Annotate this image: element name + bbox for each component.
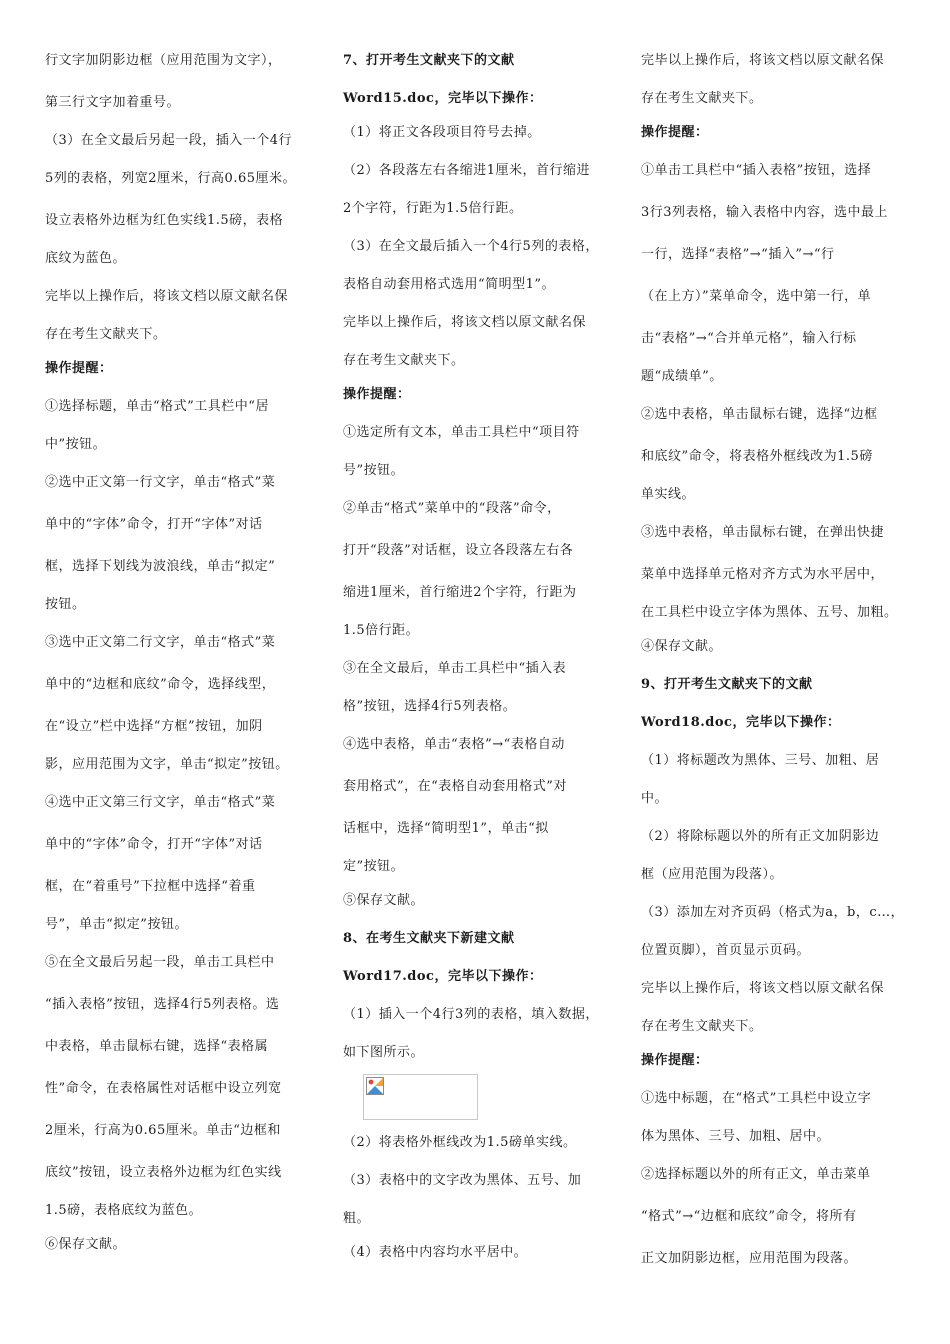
- text-line: 1.5磅，表格底纹为蓝色。: [45, 1203, 203, 1218]
- text-line: ④选中表格，单击“表格”→“表格自动: [343, 737, 565, 752]
- text-line: 打开“段落”对话框，设立各段落左右各: [343, 543, 574, 558]
- text-line: 存在考生文献夹下。: [45, 327, 167, 342]
- text-line: ③在全文最后，单击工具栏中“插入表: [343, 661, 567, 676]
- text-line: 在工具栏中设立字体为黑体、五号、加粗。: [641, 605, 898, 620]
- column-right: [641, 40, 909, 1280]
- text-line: 位置页脚），首页显示页码。: [641, 943, 811, 958]
- text-line: （4）表格中内容均水平居中。: [343, 1245, 528, 1260]
- text-line: 完毕以上操作后，将该文档以原文献名保: [45, 289, 289, 304]
- text-line: （2）将表格外框线改为1.5磅单实线。: [343, 1135, 577, 1150]
- text-line: ②选中表格，单击鼠标右键，选择“边框: [641, 407, 878, 422]
- text-line: 表格自动套用格式选用“简明型1”。: [343, 277, 556, 292]
- text-line: 话框中，选择“简明型1”，单击“拟: [343, 821, 549, 836]
- text-line: 5列的表格，列宽2厘米，行高0.65厘米。: [45, 171, 296, 186]
- text-line: ②选择标题以外的所有正文，单击菜单: [641, 1167, 871, 1182]
- text-line: 和底纹”命令，将表格外框线改为1.5磅: [641, 449, 873, 464]
- text-line: 存在考生文献夹下。: [343, 353, 465, 368]
- text-line: ①选定所有文本，单击工具栏中“项目符: [343, 425, 580, 440]
- text-line: 底纹为蓝色。: [45, 251, 127, 266]
- text-line: 套用格式”，在“表格自动套用格式”对: [343, 779, 567, 794]
- section-heading: Word17.doc，完毕以下操作：: [343, 969, 543, 984]
- text-line: 第三行文字加着重号。: [45, 95, 181, 110]
- text-line: 完毕以上操作后，将该文档以原文献名保: [641, 53, 885, 68]
- text-line: 定”按钮。: [343, 859, 405, 874]
- text-line: （1）将正文各段项目符号去掉。: [343, 125, 541, 140]
- section-heading: 7、打开考生文献夹下的文献: [343, 53, 515, 68]
- text-line: 如下图所示。: [343, 1045, 425, 1060]
- text-line: ⑥保存文献。: [45, 1237, 127, 1252]
- text-line: ①选择标题，单击“格式”工具栏中“居: [45, 399, 269, 414]
- text-line: ①选中标题，在“格式”工具栏中设立字: [641, 1091, 872, 1106]
- text-line: （3）表格中的文字改为黑体、五号、加: [343, 1173, 582, 1188]
- broken-image-icon: [366, 1077, 384, 1095]
- text-line: 按钮。: [45, 597, 86, 612]
- text-line: 框，在“着重号”下拉框中选择“着重: [45, 879, 256, 894]
- text-line: “插入表格”按钮，选择4行5列表格。选: [45, 997, 280, 1012]
- text-line: 框，选择下划线为波浪线，单击“拟定”: [45, 559, 276, 574]
- text-line: 存在考生文献夹下。: [641, 91, 763, 106]
- text-line: ③选中正文第二行文字，单击“格式”菜: [45, 635, 276, 650]
- text-line: ④选中正文第三行文字，单击“格式”菜: [45, 795, 276, 810]
- text-line: ④保存文献。: [641, 639, 723, 654]
- text-line: ①单击工具栏中“插入表格”按钮，选择: [641, 163, 872, 178]
- column-left: [45, 40, 313, 1262]
- text-line: 底纹”按钮，设立表格外边框为红色实线: [45, 1165, 282, 1180]
- text-line: ⑤在全文最后另起一段，单击工具栏中: [45, 955, 275, 970]
- text-line: 中”按钮。: [45, 437, 107, 452]
- section-heading: 9、打开考生文献夹下的文献: [641, 677, 813, 692]
- text-line: （3）在全文最后插入一个4行5列的表格，: [343, 239, 599, 254]
- text-line: 完毕以上操作后，将该文档以原文献名保: [343, 315, 587, 330]
- text-line: 单中的“字体”命令，打开“字体”对话: [45, 517, 263, 532]
- text-line: 2个字符，行距为1.5倍行距。: [343, 201, 523, 216]
- text-line: 3行3列表格，输入表格中内容，选中最上: [641, 205, 889, 220]
- text-line: 中。: [641, 791, 669, 806]
- section-heading: 操作提醒：: [343, 387, 411, 402]
- section-heading: Word18.doc，完毕以下操作：: [641, 715, 841, 730]
- text-line: 中表格，单击鼠标右键，选择“表格属: [45, 1039, 269, 1054]
- section-heading: 操作提醒：: [641, 1053, 709, 1068]
- text-line: 正文加阴影边框，应用范围为段落。: [641, 1251, 858, 1266]
- text-line: 菜单中选择单元格对齐方式为水平居中，: [641, 567, 885, 582]
- text-line: 单中的“边框和底纹”命令，选择线型，: [45, 677, 276, 692]
- text-line: 影，应用范围为文字，单击“拟定”按钮。: [45, 757, 289, 772]
- text-line: 格”按钮，选择4行5列表格。: [343, 699, 517, 714]
- section-heading: Word15.doc，完毕以下操作：: [343, 91, 543, 106]
- text-line: 行文字加阴影边框（应用范围为文字），: [45, 53, 282, 68]
- text-line: （2）将除标题以外的所有正文加阴影边: [641, 829, 880, 844]
- text-line: 在“设立”栏中选择“方框”按钮，加阴: [45, 719, 263, 734]
- text-line: （在上方）”菜单命令，选中第一行，单: [641, 289, 872, 304]
- section-heading: 操作提醒：: [45, 361, 113, 376]
- section-heading: 操作提醒：: [641, 125, 709, 140]
- text-line: 单实线。: [641, 487, 696, 502]
- text-line: “格式”→“边框和底纹”命令，将所有: [641, 1209, 857, 1224]
- text-line: ⑤保存文献。: [343, 893, 425, 908]
- column-middle: [343, 40, 611, 1270]
- text-line: 2厘米，行高为0.65厘米。单击“边框和: [45, 1123, 281, 1138]
- broken-image-placeholder: [363, 1074, 478, 1120]
- text-line: 缩进1厘米，首行缩进2个字符，行距为: [343, 585, 577, 600]
- text-line: 号”，单击“拟定”按钮。: [45, 917, 188, 932]
- text-line: （1）将标题改为黑体、三号、加粗、居: [641, 753, 880, 768]
- text-line: ②单击“格式”菜单中的“段落”命令，: [343, 501, 561, 516]
- text-line: 存在考生文献夹下。: [641, 1019, 763, 1034]
- text-line: （3）添加左对齐页码（格式为a，b，c…，: [641, 905, 905, 920]
- text-line: 粗。: [343, 1211, 371, 1226]
- text-line: 击“表格”→“合并单元格”，输入行标: [641, 331, 857, 346]
- text-line: ②选中正文第一行文字，单击“格式”菜: [45, 475, 276, 490]
- text-line: 一行，选择“表格”→“插入”→“行: [641, 247, 835, 262]
- text-line: 体为黑体、三号、加粗、居中。: [641, 1129, 831, 1144]
- text-line: 题“成绩单”。: [641, 369, 723, 384]
- text-line: 设立表格外边框为红色实线1.5磅，表格: [45, 213, 284, 228]
- text-line: （1）插入一个4行3列的表格，填入数据，: [343, 1007, 599, 1022]
- section-heading: 8、在考生文献夹下新建文献: [343, 931, 515, 946]
- text-line: ③选中表格，单击鼠标右键，在弹出快捷: [641, 525, 885, 540]
- text-line: 完毕以上操作后，将该文档以原文献名保: [641, 981, 885, 996]
- text-line: 性”命令，在表格属性对话框中设立列宽: [45, 1081, 282, 1096]
- text-line: （2）各段落左右各缩进1厘米，首行缩进: [343, 163, 591, 178]
- text-line: 1.5倍行距。: [343, 623, 420, 638]
- text-line: 单中的“字体”命令，打开“字体”对话: [45, 837, 263, 852]
- text-line: 框（应用范围为段落）。: [641, 867, 784, 882]
- text-line: （3）在全文最后另起一段，插入一个4行: [45, 133, 293, 148]
- text-line: 号”按钮。: [343, 463, 405, 478]
